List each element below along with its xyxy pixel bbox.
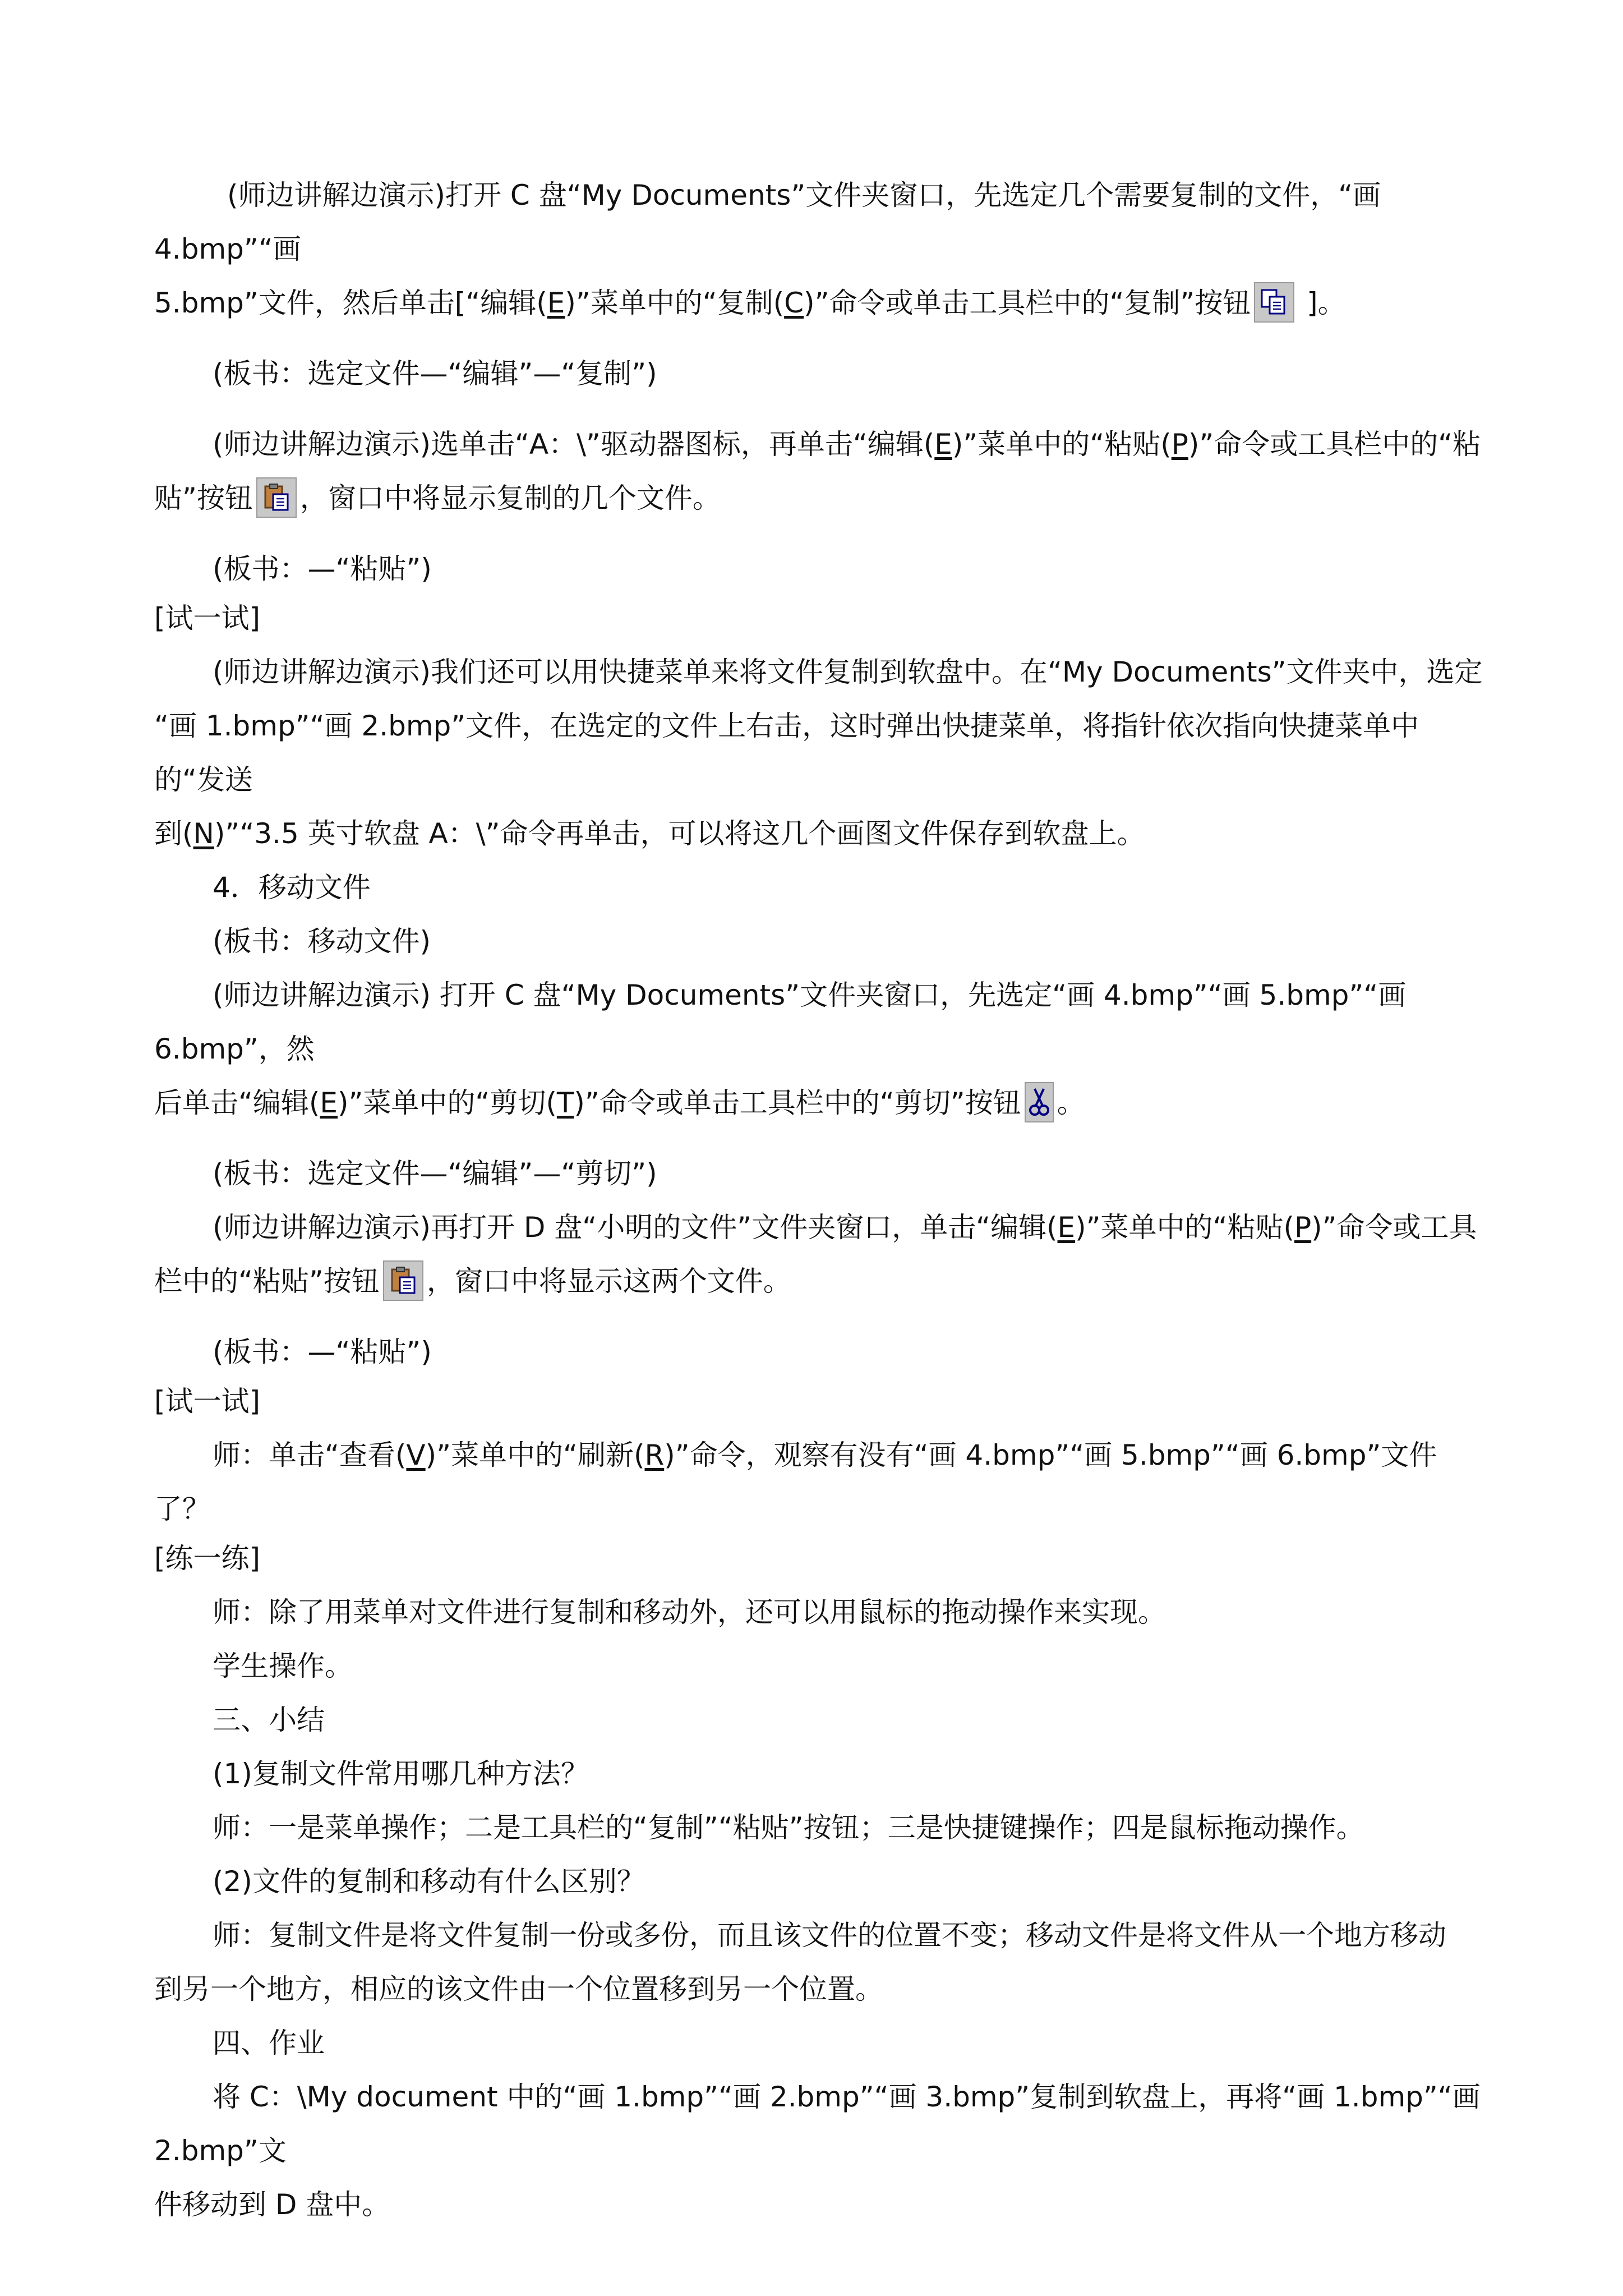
- shortcut-key: E: [320, 1087, 338, 1119]
- text: 到另一个地方，相应的该文件由一个位置移到另一个位置。: [154, 1973, 883, 2005]
- shortcut-key: V: [406, 1439, 426, 1471]
- text: ，窗口中将显示复制的几个文件。: [299, 482, 721, 514]
- text: )”菜单中的“粘贴(: [1075, 1211, 1294, 1244]
- board-note-copy: (板书：选定文件—“编辑”—“复制”): [213, 357, 657, 390]
- copy-icon: [1254, 282, 1294, 323]
- text: )”命令，观察有没有“画 4.bmp”“画 5.bmp”“画 6.bmp”文件了？: [154, 1439, 1437, 1525]
- shortcut-key: T: [556, 1087, 574, 1119]
- text: (师边讲解边演示) 打开 C 盘“My Documents”文件夹窗口，先选定“画 4.bmp”“画 5.bmp”“画 6.bmp”，然: [154, 979, 1407, 1065]
- section-title-summary: 三、小结: [213, 1704, 325, 1736]
- summary-question-1: (1)复制文件常用哪几种方法？: [213, 1757, 589, 1790]
- section-tag-try-2: [试一试]: [154, 1385, 261, 1418]
- paste-icon: [383, 1260, 423, 1301]
- text: “画 1.bmp”“画 2.bmp”文件，在选定的文件上右击，这时弹出快捷菜单，将指针依次指向快捷菜单中的“发送: [154, 710, 1419, 796]
- paragraph-student-operation: 学生操作。: [213, 1650, 353, 1682]
- text: )”“3.5 英寸软盘 A：\”命令再单击，可以将这几个画图文件保存到软盘上。: [214, 817, 1145, 850]
- section-tag-practice: [练一练]: [154, 1542, 261, 1575]
- shortcut-key: P: [1294, 1211, 1312, 1244]
- text: )”菜单中的“复制(: [565, 287, 785, 319]
- board-note-move: (板书：移动文件): [213, 925, 431, 958]
- text: 栏中的“粘贴”按钮: [154, 1265, 380, 1297]
- paste-icon: [256, 477, 297, 518]
- text: )”命令或工具栏中的“粘: [1188, 428, 1481, 461]
- document-page: [154, 168, 1483, 2231]
- section-title-homework: 四、作业: [213, 2027, 325, 2059]
- shortcut-key: E: [547, 287, 565, 319]
- text: )”菜单中的“粘贴(: [952, 428, 1172, 461]
- text: (师边讲解边演示)打开 C 盘“My Documents”文件夹窗口，先选定几个需要复制的文件，“画 4.bmp”“画: [154, 179, 1381, 265]
- text: 到(: [154, 817, 193, 850]
- text: 师：单击“查看(: [213, 1439, 407, 1471]
- shortcut-key: P: [1171, 428, 1188, 461]
- text: )”命令或单击工具栏中的“复制”按钮: [804, 287, 1251, 319]
- text: (师边讲解边演示)再打开 D 盘“小明的文件”文件夹窗口，单击“编辑(: [213, 1211, 1058, 1244]
- cut-icon: [1025, 1082, 1054, 1122]
- summary-answer-1: 师：一是菜单操作；二是工具栏的“复制”“粘贴”按钮；三是快捷键操作；四是鼠标拖动操作。: [213, 1811, 1364, 1844]
- text: 5.bmp”文件，然后单击[“编辑(: [154, 287, 547, 319]
- paragraph-paste-demo-2: [154, 1200, 1483, 1308]
- text: ，窗口中将显示这两个文件。: [426, 1265, 791, 1297]
- text: (师边讲解边演示)选单击“A：\”驱动器图标，再单击“编辑(: [213, 428, 935, 461]
- board-note-paste-2: (板书：—“粘贴”): [213, 1336, 432, 1368]
- subsection-title-move: 4．移动文件: [213, 871, 371, 904]
- paragraph-paste-demo: [154, 417, 1483, 525]
- shortcut-key: C: [784, 287, 804, 319]
- paragraph-refresh-question: [154, 1428, 1483, 1536]
- text: (师边讲解边演示)我们还可以用快捷菜单来将文件复制到软盘中。在“My Documents”文件夹中，选定: [213, 656, 1483, 688]
- summary-question-2: (2)文件的复制和移动有什么区别？: [213, 1865, 645, 1898]
- text: 师：复制文件是将文件复制一份或多份，而且该文件的位置不变；移动文件是将文件从一个地方移动: [213, 1919, 1446, 1952]
- shortcut-key: N: [193, 817, 214, 850]
- text: )”菜单中的“剪切(: [338, 1087, 557, 1119]
- paragraph-cut-demo: [154, 968, 1483, 1130]
- shortcut-key: E: [1057, 1211, 1076, 1244]
- text: )”命令或单击工具栏中的“剪切”按钮: [574, 1087, 1021, 1119]
- summary-answer-2: [154, 1908, 1483, 2016]
- text: 。: [1057, 1087, 1085, 1119]
- board-note-cut: (板书：选定文件—“编辑”—“剪切”): [213, 1157, 657, 1190]
- board-note-paste: (板书：—“粘贴”): [213, 553, 432, 585]
- text: ]。: [1298, 287, 1346, 319]
- text: )”命令或工具: [1311, 1211, 1477, 1244]
- shortcut-key: E: [934, 428, 952, 461]
- paragraph-shortcut-menu: [154, 645, 1483, 861]
- text: 贴”按钮: [154, 482, 253, 514]
- text: 将 C：\My document 中的“画 1.bmp”“画 2.bmp”“画 3.bmp”复制到软盘上，再将“画 1.bmp”“画 2.bmp”文: [154, 2081, 1481, 2167]
- section-tag-try: [试一试]: [154, 602, 261, 634]
- text: 件移动到 D 盘中。: [154, 2188, 390, 2221]
- text: )”菜单中的“刷新(: [425, 1439, 645, 1471]
- paragraph-copy-demo: [154, 168, 1483, 330]
- paragraph-drag-note: 师：除了用菜单对文件进行复制和移动外，还可以用鼠标的拖动操作来实现。: [213, 1596, 1166, 1628]
- paragraph-homework: [154, 2070, 1483, 2231]
- text: 后单击“编辑(: [154, 1087, 320, 1119]
- shortcut-key: R: [644, 1439, 665, 1471]
